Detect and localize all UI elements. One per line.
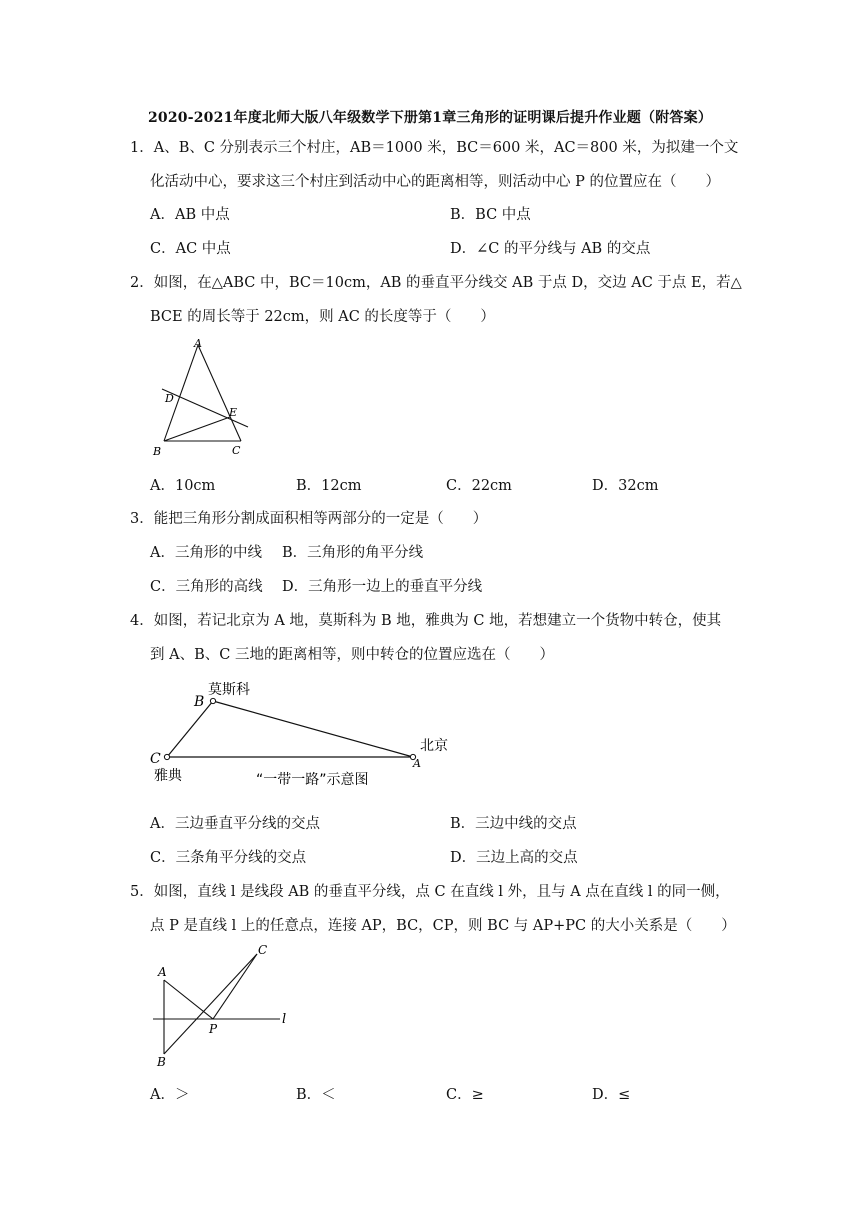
q1-stem-line1: 1．A、B、C 分别表示三个村庄，AB＝1000 米，BC＝600 米，AC＝800 米，为拟建一个文 bbox=[130, 140, 739, 156]
q4-label-moscow: 莫斯科 bbox=[208, 682, 250, 698]
q4-label-a: A bbox=[413, 757, 421, 770]
q1-stem-line2: 化活动中心，要求这三个村庄到活动中心的距离相等，则活动中心 P 的位置应在（ ） bbox=[150, 174, 720, 190]
q3-option-a: A．三角形的中线 bbox=[150, 545, 262, 561]
q2-stem-line2: BCE 的周长等于 22cm，则 AC 的长度等于（ ） bbox=[150, 309, 495, 325]
q4-option-c: C．三条角平分线的交点 bbox=[150, 850, 307, 866]
q2-triangle-figure bbox=[140, 335, 260, 460]
q2-stem-line1: 2．如图，在△ABC 中，BC＝10cm，AB 的垂直平分线交 AB 于点 D，交边 AC 于点 E，若△ bbox=[130, 275, 742, 291]
q4-option-b: B．三边中线的交点 bbox=[450, 816, 577, 832]
q5-label-a: A bbox=[158, 965, 167, 979]
q5-stem-line1: 5．如图，直线 l 是线段 AB 的垂直平分线，点 C 在直线 l 外，且与 A 点在直线 l 的同一侧， bbox=[130, 884, 730, 900]
q4-stem-line1: 4．如图，若记北京为 A 地，莫斯科为 B 地，雅典为 C 地，若想建立一个货物中转仓，使其 bbox=[130, 613, 722, 629]
q2-segment-be bbox=[164, 417, 230, 441]
q5-segment-bc bbox=[164, 954, 257, 1054]
q4-map-figure bbox=[148, 680, 468, 795]
q5-option-b: B．＜ bbox=[296, 1087, 336, 1103]
q4-option-a: A．三边垂直平分线的交点 bbox=[150, 816, 320, 832]
q3-option-b: B．三角形的角平分线 bbox=[282, 545, 424, 561]
q2-label-a: A bbox=[194, 337, 202, 350]
q5-option-d: D．≤ bbox=[592, 1087, 631, 1103]
q2-label-b: B bbox=[153, 445, 162, 458]
q2-option-d: D．32cm bbox=[592, 478, 659, 494]
q1-option-c: C．AC 中点 bbox=[150, 241, 231, 257]
q2-option-b: B．12cm bbox=[296, 478, 362, 494]
q4-segment-bc bbox=[167, 701, 213, 757]
q5-option-a: A．＞ bbox=[150, 1087, 190, 1103]
q5-label-b: B bbox=[157, 1055, 166, 1069]
q3-stem: 3．能把三角形分割成面积相等两部分的一定是（ ） bbox=[130, 511, 488, 527]
q2-label-c: C bbox=[232, 444, 241, 457]
q5-segment-ap bbox=[164, 980, 213, 1019]
q5-stem-line2: 点 P 是直线 l 上的任意点，连接 AP，BC，CP，则 BC 与 AP+PC 的大小关系是（ ） bbox=[150, 918, 736, 934]
document-title: 2020-2021年度北师大版八年级数学下册第1章三角形的证明课后提升作业题（附答案） bbox=[147, 110, 713, 126]
q4-point-c bbox=[164, 754, 169, 759]
q2-option-a: A．10cm bbox=[150, 478, 216, 494]
q5-figure bbox=[145, 940, 305, 1070]
q2-label-d: D bbox=[165, 392, 174, 405]
q5-segment-pc bbox=[213, 954, 257, 1019]
q1-option-a: A．AB 中点 bbox=[150, 207, 230, 223]
q4-point-b bbox=[210, 698, 215, 703]
q4-stem-line2: 到 A、B、C 三地的距离相等，则中转仓的位置应选在（ ） bbox=[150, 647, 554, 663]
q2-label-e: E bbox=[229, 406, 238, 419]
q5-option-c: C．≥ bbox=[446, 1087, 484, 1103]
q5-label-c: C bbox=[258, 943, 268, 957]
q4-label-beijing: 北京 bbox=[420, 738, 448, 754]
q4-label-athens: 雅典 bbox=[154, 768, 182, 784]
q3-option-c: C．三角形的高线 bbox=[150, 579, 263, 595]
q2-option-c: C．22cm bbox=[446, 478, 512, 494]
q3-option-d: D．三角形一边上的垂直平分线 bbox=[282, 579, 483, 595]
q4-caption: “一带一路”示意图 bbox=[256, 772, 369, 788]
q4-option-d: D．三边上高的交点 bbox=[450, 850, 578, 866]
q5-label-l: l bbox=[282, 1012, 287, 1027]
q5-label-p: P bbox=[209, 1022, 218, 1036]
q1-option-b: B．BC 中点 bbox=[450, 207, 531, 223]
q4-segment-ba bbox=[213, 701, 413, 757]
q4-label-b: B bbox=[194, 694, 205, 710]
q4-label-c: C bbox=[150, 751, 161, 767]
q1-option-d: D．∠C 的平分线与 AB 的交点 bbox=[450, 241, 651, 257]
